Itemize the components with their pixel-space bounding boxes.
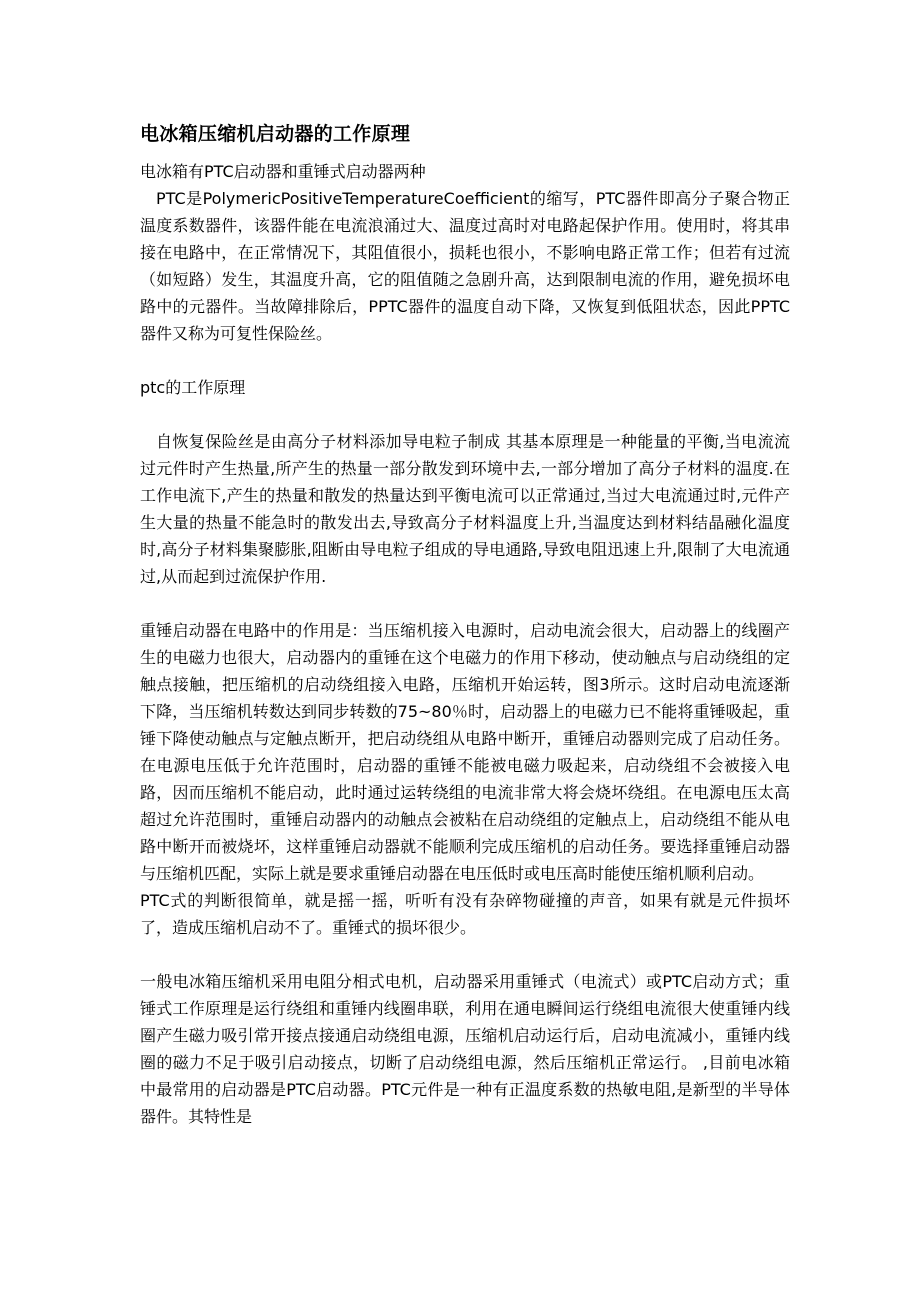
document-title: 电冰箱压缩机启动器的工作原理 bbox=[140, 123, 411, 145]
ptc-intro-paragraph: PTC是PolymericPositiveTemperatureCoefficient的缩写，PTC器件即高分子聚合物正温度系数器件，该器件能在电流浪涌过大、温度过高时对电路起保护作用。使用时，将其串接在电路中，在正常情况下，其阻值很小，损耗也很小，不影响电路正常工作；但若有过流（如短路）发生，其温度升高，它的阻值随之急剧升高，达到限制电流的作用，避免损坏电路中的元器件。当故障排除后，PPTC器件的温度自动下降，又恢复到低阻状态，因此PPTC器件又称为可复性保险丝。 bbox=[140, 189, 790, 343]
spacer bbox=[140, 941, 790, 968]
ptc-judge-paragraph: PTC式的判断很简单，就是摇一摇，听听有没有杂碎物碰撞的声音，如果有就是元件损坏了，造成压缩机启动不了。重锤式的损坏很少。 bbox=[140, 891, 790, 937]
document-page bbox=[140, 118, 790, 1130]
spacer bbox=[140, 347, 790, 374]
ptc-principle-heading: ptc的工作原理 bbox=[140, 378, 246, 397]
document-subtitle: 电冰箱有PTC启动器和重锤式启动器两种 bbox=[140, 162, 426, 181]
ptc-principle-paragraph: 自恢复保险丝是由高分子材料添加导电粒子制成 其基本原理是一种能量的平衡,当电流流过元件时产生热量,所产生的热量一部分散发到环境中去,一部分增加了高分子材料的温度.在工作电流下,产生的热量和散发的热量达到平衡电流可以正常通过,当过大电流通过时,元件产生大量的热量不能急时的散发出去,导致高分子材料温度上升,当温度达到材料结晶融化温度时,高分子材料集聚膨胀,阻断由导电粒子组成的导电通路,导致电阻迅速上升,限制了大电流通过,从而起到过流保护作用. bbox=[140, 432, 790, 586]
hammer-starter-paragraph: 重锤启动器在电路中的作用是：当压缩机接入电源时，启动电流会很大，启动器上的线圈产生的电磁力也很大，启动器内的重锤在这个电磁力的作用下移动，使动触点与启动绕组的定触点接触，把压缩机的启动绕组接入电路，压缩机开始运转，图3所示。这时启动电流逐渐下降，当压缩机转数达到同步转数的75~80％时，启动器上的电磁力已不能将重锤吸起，重锤下降使动触点与定触点断开，把启动绕组从电路中断开，重锤启动器则完成了启动任务。在电源电压低于允许范围时，启动器的重锤不能被电磁力吸起来，启动绕组不会被接入电路，因而压缩机不能启动，此时通过运转绕组的电流非常大将会烧坏绕组。在电源电压太高超过允许范围时，重锤启动器内的动触点会被粘在启动绕组的定触点上，启动绕组不能从电路中断开而被烧坏，这样重锤启动器就不能顺利完成压缩机的启动任务。要选择重锤启动器与压缩机匹配，实际上就是要求重锤启动器在电压低时或电压高时能使压缩机顺利启动。 bbox=[140, 621, 790, 883]
spacer bbox=[140, 590, 790, 617]
spacer bbox=[140, 401, 790, 428]
general-paragraph: 一般电冰箱压缩机采用电阻分相式电机，启动器采用重锤式（电流式）或PTC启动方式；重锤式工作原理是运行绕组和重锤内线圈串联，利用在通电瞬间运行绕组电流很大使重锤内线圈产生磁力吸引常开接点接通启动绕组电源，压缩机启动运行后，启动电流减小，重锤内线圈的磁力不足于吸引启动接点，切断了启动绕组电源，然后压缩机正常运行。 ,目前电冰箱中最常用的启动器是PTC启动器。PTC元件是一种有正温度系数的热敏电阻,是新型的半导体器件。其特性是 bbox=[140, 972, 790, 1126]
